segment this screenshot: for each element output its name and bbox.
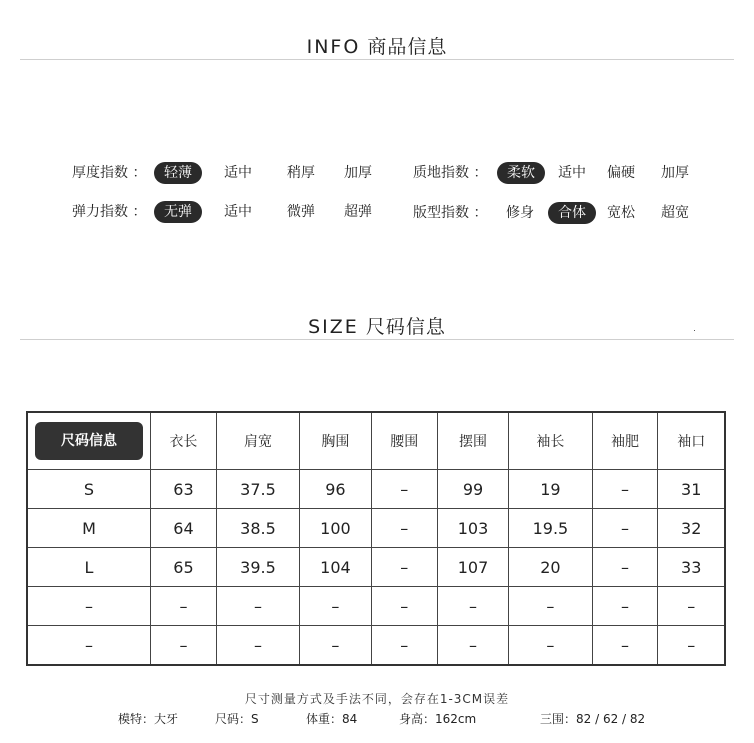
table-cell: 37.5 [216, 470, 299, 509]
table-cell: – [300, 587, 372, 626]
attr-fit: 版型指数 ： 修身 合体 宽松 超宽 [0, 202, 754, 224]
table-cell: – [509, 626, 592, 666]
table-cell: – [592, 626, 658, 666]
attr-fit-opt-1: 合体 [548, 202, 596, 224]
col-header: 腰围 [371, 412, 437, 470]
table-cell: – [437, 587, 509, 626]
table-row [27, 470, 725, 509]
table-cell: – [592, 509, 658, 548]
attr-texture-opt-3: 加厚 [661, 165, 689, 181]
table-cell: – [371, 509, 437, 548]
table-row [27, 587, 725, 626]
info-title-cn: 商品信息 [367, 36, 448, 58]
table-cell: 100 [300, 509, 372, 548]
attr-texture-opt-0: 柔软 [497, 162, 545, 184]
attr-elasticity-opt-0: 无弹 [154, 201, 202, 223]
table-cell: – [151, 626, 217, 666]
size-cell: – [27, 626, 151, 666]
table-cell: 65 [151, 548, 217, 587]
table-cell: – [658, 587, 725, 626]
table-row [27, 548, 725, 587]
attr-texture-label: 质地指数 [413, 165, 469, 181]
info-title [0, 32, 754, 59]
table-cell: – [216, 626, 299, 666]
table-row [27, 509, 725, 548]
size-cell: L [27, 548, 151, 587]
table-cell: 63 [151, 470, 217, 509]
table-cell: 33 [658, 548, 725, 587]
info-title-en: INFO [306, 36, 361, 58]
attr-fit-opt-3: 超宽 [661, 205, 689, 221]
attr-texture: 质地指数 ： 柔软 适中 偏硬 加厚 [0, 162, 754, 184]
model-measurements: 三围：82 / 62 / 82 [540, 712, 646, 726]
attr-fit-opt-2: 宽松 [607, 205, 635, 221]
attr-thickness: 厚度指数 ： 轻薄 适中 稍厚 加厚 [0, 162, 754, 184]
col-header: 衣长 [151, 412, 217, 470]
attr-texture-opt-2: 偏硬 [607, 165, 635, 181]
col-header: 胸围 [300, 412, 372, 470]
attr-elasticity-label: 弹力指数 [72, 204, 128, 220]
attr-elasticity-opt-3: 超弹 [344, 204, 372, 220]
size-title-en: SIZE [308, 316, 359, 338]
table-cell: – [658, 626, 725, 666]
table-cell: 96 [300, 470, 372, 509]
size-cell: M [27, 509, 151, 548]
table-cell: 104 [300, 548, 372, 587]
measurement-note: 尺寸测量方式及手法不同，会存在1-3CM误差 [244, 692, 510, 706]
attr-texture-opt-1: 适中 [558, 165, 586, 181]
corner-cell [27, 412, 151, 470]
table-cell: – [592, 587, 658, 626]
table-cell: – [592, 548, 658, 587]
col-header: 袖口 [658, 412, 725, 470]
size-title [0, 312, 754, 339]
size-table [26, 411, 726, 666]
size-cell: S [27, 470, 151, 509]
table-cell: 107 [437, 548, 509, 587]
size-cell: – [27, 587, 151, 626]
table-cell: – [151, 587, 217, 626]
table-cell: 32 [658, 509, 725, 548]
attr-thickness-opt-3: 加厚 [344, 165, 372, 181]
col-header: 摆围 [437, 412, 509, 470]
col-header: 肩宽 [216, 412, 299, 470]
stray-dot [694, 330, 695, 331]
attr-elasticity-opt-2: 微弹 [287, 204, 315, 220]
table-cell: 64 [151, 509, 217, 548]
attr-fit-label: 版型指数 [413, 205, 469, 221]
table-cell: 20 [509, 548, 592, 587]
table-cell: 103 [437, 509, 509, 548]
table-cell: 99 [437, 470, 509, 509]
info-divider [20, 59, 734, 60]
size-divider [20, 339, 734, 340]
table-cell: – [216, 587, 299, 626]
attr-fit-opt-0: 修身 [506, 205, 534, 221]
size-table-header [27, 412, 725, 470]
model-weight: 体重：84 [306, 712, 358, 726]
table-cell: 19.5 [509, 509, 592, 548]
table-cell: – [371, 548, 437, 587]
table-cell: 39.5 [216, 548, 299, 587]
attr-thickness-opt-2: 稍厚 [287, 165, 315, 181]
table-cell: 38.5 [216, 509, 299, 548]
col-header: 袖肥 [592, 412, 658, 470]
col-header: 袖长 [509, 412, 592, 470]
table-cell: – [300, 626, 372, 666]
size-title-cn: 尺码信息 [365, 316, 446, 338]
attr-elasticity: 弹力指数 ： 无弹 适中 微弹 超弹 [0, 201, 754, 223]
attr-thickness-opt-1: 适中 [224, 165, 252, 181]
table-cell: – [371, 626, 437, 666]
size-info-badge: 尺码信息 [35, 422, 143, 460]
table-cell: – [371, 470, 437, 509]
table-cell: – [509, 587, 592, 626]
table-row [27, 626, 725, 666]
attr-elasticity-opt-1: 适中 [224, 204, 252, 220]
table-cell: – [592, 470, 658, 509]
table-cell: 31 [658, 470, 725, 509]
table-cell: 19 [509, 470, 592, 509]
table-cell: – [371, 587, 437, 626]
model-size: 尺码：S [215, 712, 259, 726]
table-cell: – [437, 626, 509, 666]
model-height: 身高：162cm [399, 712, 477, 726]
attr-thickness-label: 厚度指数 [72, 165, 128, 181]
model-name: 模特：大牙 [118, 712, 179, 726]
attr-thickness-opt-0: 轻薄 [154, 162, 202, 184]
